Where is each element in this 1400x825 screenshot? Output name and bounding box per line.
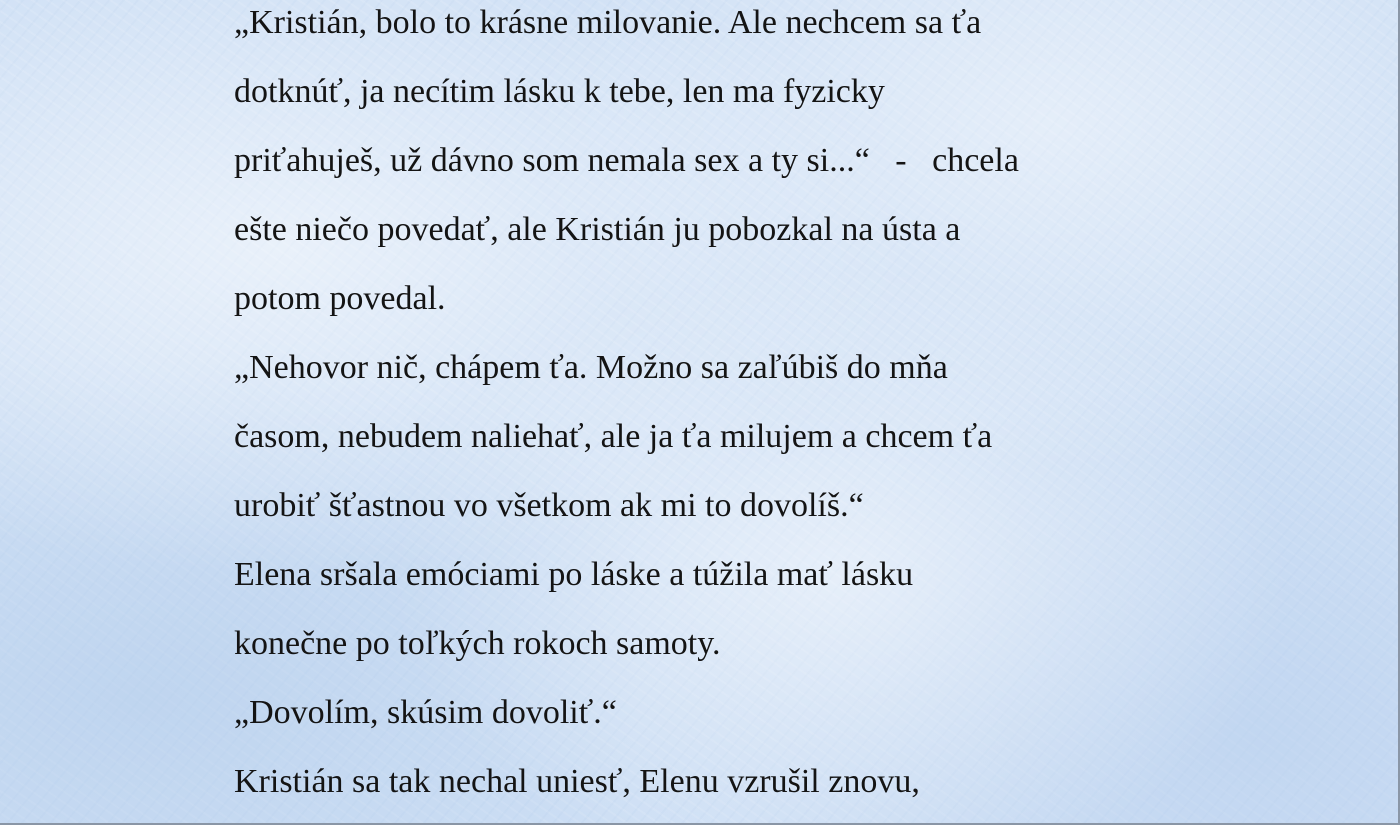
- text-line: potom povedal.: [234, 280, 446, 317]
- text-line: Kristián sa tak nechal uniesť, Elenu vzrušil znovu,: [234, 763, 920, 800]
- text-line: „Dovolím, skúsim dovoliť.“: [234, 694, 617, 731]
- text-line: dotknúť, ja necítim lásku k tebe, len ma fyzicky: [234, 73, 885, 110]
- text-line: časom, nebudem naliehať, ale ja ťa milujem a chcem ťa: [234, 418, 993, 455]
- text-line: „Nehovor nič, chápem ťa. Možno sa zaľúbiš do mňa: [234, 349, 948, 386]
- text-line: priťahuješ, už dávno som nemala sex a ty si...“ - chcela: [234, 142, 1019, 179]
- text-line: Elena sršala emóciami po láske a túžila mať lásku: [234, 556, 914, 593]
- document-text: [234, 0, 1194, 816]
- text-line: urobiť šťastnou vo všetkom ak mi to dovolíš.“: [234, 487, 864, 524]
- text-line: konečne po toľkých rokoch samoty.: [234, 625, 721, 662]
- text-line: „Kristián, bolo to krásne milovanie. Ale nechcem sa ťa: [234, 4, 982, 41]
- text-line: ešte niečo povedať, ale Kristián ju pobozkal na ústa a: [234, 211, 961, 248]
